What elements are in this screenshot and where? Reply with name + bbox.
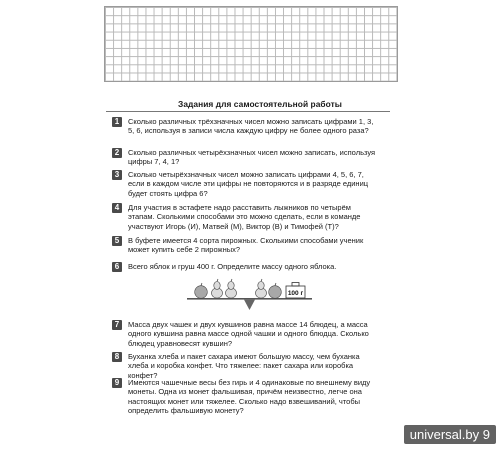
watermark [404, 425, 496, 444]
page-number: 9 [482, 427, 490, 442]
scale-fulcrum [244, 300, 255, 310]
apple-icon [269, 283, 282, 298]
task-number: 2 [112, 148, 122, 158]
section-title: Задания для самостоятельной работы [178, 99, 342, 109]
task-2 [112, 148, 377, 167]
task-text: Сколько четырёхзначных чисел можно записать цифрами 4, 5, 6, 7, если в каждом числе эти цифры не повторяются и в разряде единиц будет стоять цифра 6? [128, 170, 369, 198]
task-1 [112, 117, 377, 136]
task-text: Сколько различных трёхзначных чисел можно записать цифрами 1, 3, 5, 6, используя в записи числа каждую цифру не более одного раза? [128, 117, 374, 136]
watermark-text: universal.by [409, 427, 480, 442]
task-number: 7 [112, 320, 122, 330]
weight-label: 100 г [287, 290, 304, 297]
task-9 [112, 378, 377, 416]
task-number: 3 [112, 170, 122, 180]
task-number: 9 [112, 378, 122, 388]
task-number: 8 [112, 352, 122, 362]
task-6 [112, 262, 377, 271]
weight-100g-icon [286, 283, 305, 299]
task-text: В буфете имеется 4 сорта пирожных. Сколькими способами ученик может купить себе 2 пирожных? [128, 236, 364, 255]
task-4 [112, 203, 377, 231]
pear-icon [256, 279, 267, 298]
task-text: Масса двух чашек и двух кувшинов равна массе 14 блюдец, а масса одного кувшина равна массе одной чашки и одного блюдца. Сколько блюдец уравновесят кувшин? [128, 320, 369, 348]
task-number: 5 [112, 236, 122, 246]
balance-scale-illustration [187, 276, 312, 314]
apple-icon [195, 283, 208, 298]
task-text: Для участия в эстафете надо расставить лыжников по четырём этапам. Сколькими способами это можно сделать, если в команде участвуют Игорь (И), Матвей (М), Виктор (В) и Тимофей (Т)? [128, 203, 361, 231]
task-text: Буханка хлеба и пакет сахара имеют большую массу, чем буханка хлеба и коробка конфет. Что тяжелее: пакет сахара или коробка конфет? [128, 352, 360, 380]
task-number: 4 [112, 203, 122, 213]
task-5 [112, 236, 377, 255]
task-text: Всего яблок и груш 400 г. Определите массу одного яблока. [128, 262, 337, 271]
task-text: Имеются чашечные весы без гирь и 4 одинаковые по внешнему виду монеты. Одна из монет фальшивая, причём неизвестно, легче она настоящих монет или тяжелее. Сколько надо взвешиваний, чтобы определить фальшивую монету? [128, 378, 371, 416]
pear-icon [226, 279, 237, 298]
task-text: Сколько различных четырёхзначных чисел можно записать, используя цифры 7, 4, 1? [128, 148, 376, 167]
title-divider [106, 111, 390, 112]
task-8 [112, 352, 377, 380]
task-7 [112, 320, 377, 348]
pear-icon [212, 279, 223, 298]
task-number: 1 [112, 117, 122, 127]
task-number: 6 [112, 262, 122, 272]
task-3 [112, 170, 377, 198]
grid-answer-area [104, 6, 398, 82]
